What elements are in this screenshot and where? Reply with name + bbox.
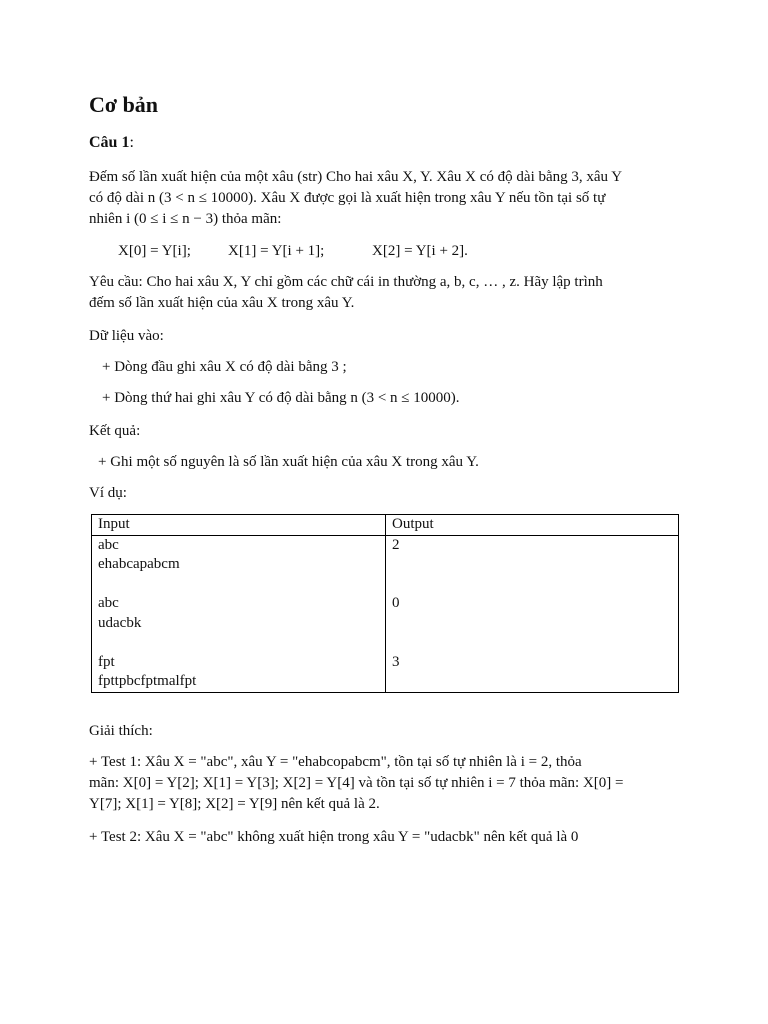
input-heading: Dữ liệu vào: <box>89 328 164 344</box>
output-item-1: + Ghi một số nguyên là số lần xuất hiện của xâu X trong xâu Y. <box>98 454 479 470</box>
problem-line-3: nhiên i (0 ≤ i ≤ n − 3) thỏa mãn: <box>89 211 282 227</box>
test1-line-3: Y[7]; X[1] = Y[8]; X[2] = Y[9] nên kết quả là 2. <box>89 796 380 812</box>
condition-3: X[2] = Y[i + 2]. <box>372 243 468 259</box>
problem-line-1: Đếm số lần xuất hiện của một xâu (str) Cho hai xâu X, Y. Xâu X có độ dài bằng 3, xâu Y <box>89 169 623 185</box>
question-heading <box>89 132 134 153</box>
requirement-line-1: Yêu cầu: Cho hai xâu X, Y chỉ gồm các chữ cái in thường a, b, c, … , z. Hãy lập trình <box>89 274 603 290</box>
test1-line-1: + Test 1: Xâu X = "abc", xâu Y = "ehabcopabcm", tồn tại số tự nhiên là i = 2, thỏa <box>89 754 582 770</box>
table-header-row <box>92 515 679 536</box>
table-row <box>92 535 679 692</box>
condition-2: X[1] = Y[i + 1]; <box>228 243 325 259</box>
section-title: Cơ bản <box>89 92 159 117</box>
condition-1: X[0] = Y[i]; <box>118 243 191 259</box>
question-label: Câu 1 <box>89 134 130 151</box>
header-output: Output <box>386 515 679 536</box>
test1-line-2: mãn: X[0] = Y[2]; X[1] = Y[3]; X[2] = Y[4] và tồn tại số tự nhiên i = 7 thỏa mãn: X[0] = <box>89 775 624 791</box>
example-table <box>91 514 679 693</box>
output-cell: 2 0 3 <box>392 536 400 670</box>
header-input: Input <box>92 515 386 536</box>
requirement-line-2: đếm số lần xuất hiện của xâu X trong xâu Y. <box>89 295 355 311</box>
input-item-2: + Dòng thứ hai ghi xâu Y có độ dài bằng n (3 < n ≤ 10000). <box>102 390 460 406</box>
test2-line: + Test 2: Xâu X = "abc" không xuất hiện trong xâu Y = "udacbk" nên kết quả là 0 <box>89 829 579 845</box>
output-heading: Kết quả: <box>89 423 141 439</box>
example-heading: Ví dụ: <box>89 485 127 501</box>
explain-heading: Giải thích: <box>89 723 153 739</box>
question-colon: : <box>129 134 134 151</box>
input-cell: abc ehabcapabcm abc udacbk fpt fpttpbcfptmalfpt <box>98 536 197 689</box>
input-item-1: + Dòng đầu ghi xâu X có độ dài bằng 3 ; <box>102 359 347 375</box>
problem-line-2: có độ dài n (3 < n ≤ 10000). Xâu X được gọi là xuất hiện trong xâu Y nếu tồn tại số tự <box>89 190 606 206</box>
